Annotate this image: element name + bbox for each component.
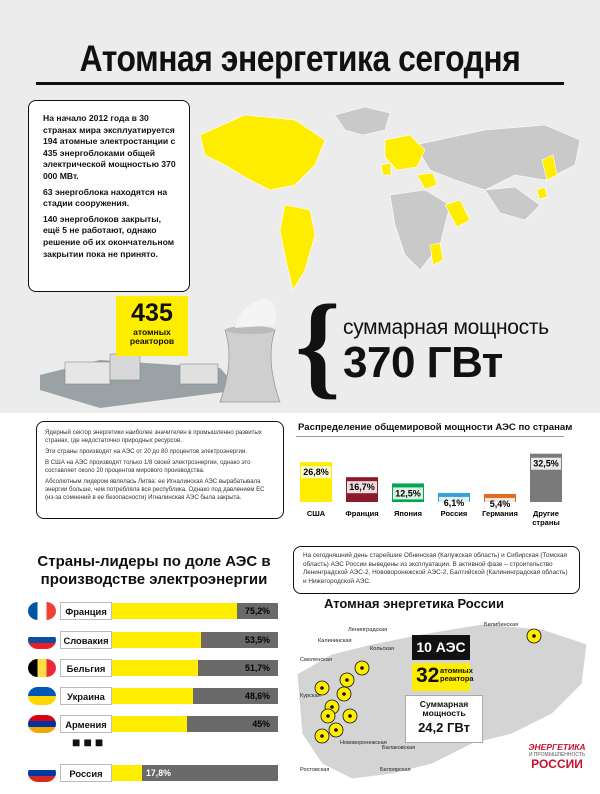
brace-symbol: { [295, 282, 341, 410]
city-label: Курская [300, 693, 321, 699]
south-america [280, 205, 315, 290]
leader-country-label: Россия [60, 764, 112, 782]
sector-text-2: Эти страны производят на АЭС от 20 до 80 процентов электроэнергии. [45, 447, 248, 455]
reactors-label: атомных реакторов [129, 327, 175, 346]
flag-icon [28, 659, 56, 677]
city-label: Белоярская [380, 767, 411, 773]
flag-icon [28, 764, 56, 782]
leader-bar-track [112, 603, 278, 619]
russia-note: На сегодняшний день старейшие Обнинская (Калужская область) и Сибирская (Томская область) АЭС России выведены из эксплуатации. В активной фазе – строительство Ленинградской АЭС-2, Нововоронежской АЭС-2, Балтийской (Калининградская область) и Нижегородской АЭС. [293, 546, 580, 594]
ellipsis-dots: ■■■ [72, 734, 107, 750]
radiation-icon-center [320, 734, 324, 738]
city-label: Балаковская [382, 745, 416, 751]
leader-value-label: 53,5% [245, 635, 270, 645]
radiation-icon-center [334, 728, 338, 732]
intro-text-2: 63 энергоблока находятся на стадии сооружения. [43, 186, 168, 209]
south-africa [430, 243, 443, 265]
flag-icon [28, 631, 56, 649]
dist-category-label: США [306, 509, 326, 518]
page-title: Атомная энергетика сегодня [79, 38, 521, 79]
leader-bar [112, 660, 198, 676]
power-value: 370 ГВт [343, 338, 503, 387]
city-label: Ленинградская [348, 627, 388, 633]
dist-category-label: Россия [440, 509, 468, 518]
leader-bar-track [112, 632, 278, 648]
logo-line-3: РОССИИ [531, 757, 583, 771]
city-label: Билибинская [484, 622, 519, 628]
russia-shape [415, 125, 580, 190]
city-label: Кольская [370, 646, 394, 652]
leader-value-label: 48,6% [245, 691, 270, 701]
greenland [335, 107, 390, 135]
city-label: Нововоронежская [340, 740, 387, 746]
sector-text-3: В США на АЭС производят только 1/8 своей электроэнергии, однако это составляет около 20 процентов мирового производства. [45, 458, 251, 474]
radiation-icon-center [532, 634, 536, 638]
russia-reactors-badge [412, 663, 474, 691]
radiation-icon-center [342, 692, 346, 696]
sector-text-4: Абсолютным лидером являлась Литва: ее Игналинская АЭС вырабатывала энергии больше, чем потребляла вся республика. Однако под давлением ЕС (из-за сомнений в ее безопасности) Игналинская АЭС была закрыта. [45, 477, 265, 502]
india [445, 200, 470, 227]
russia-capacity-label: Суммарная мощность [419, 699, 469, 719]
radiation-icon-center [330, 705, 334, 709]
dist-value-label: 32,5% [533, 458, 559, 469]
radiation-icon-center [345, 678, 349, 682]
intro-callout [28, 100, 190, 292]
world-map [185, 95, 590, 295]
radiation-icon-center [360, 666, 364, 670]
radiation-icon-center [326, 714, 330, 718]
power-label: суммарная мощность [343, 316, 549, 339]
flag-icon [28, 715, 56, 733]
dist-category-label: Франция [345, 509, 379, 518]
flag-icon [28, 687, 56, 705]
russia-capacity-value: 24,2 ГВт [418, 720, 470, 736]
reactors-badge [116, 296, 188, 356]
leader-bar [112, 688, 193, 704]
leaders-chart-title: Страны-лидеры по доле АЭС в производстве электроэнергии [37, 553, 271, 588]
russia-reactors-number: 32 [416, 664, 440, 687]
leader-bar-track [112, 765, 278, 781]
dist-category-label: Германия [482, 509, 518, 518]
reactors-number: 435 [131, 299, 173, 327]
logo-line-1: ЭНЕРГЕТИКА [528, 742, 586, 752]
dist-value-label: 16,7% [349, 482, 375, 493]
city-label: Ростовская [300, 767, 330, 773]
dist-value-label: 5,4% [489, 498, 511, 509]
distribution-chart-title: Распределение общемировой мощности АЭС по странам [298, 422, 573, 433]
leader-country-label: Франция [60, 602, 112, 620]
leader-bar [112, 716, 187, 732]
leader-bar-track [112, 688, 278, 704]
leader-country-label: Армения [60, 715, 112, 733]
korea [537, 187, 547, 199]
north-america [200, 115, 325, 190]
dist-category-label: Япония [393, 509, 423, 518]
dist-value-label: 6,1% [443, 497, 465, 508]
leader-country-label: Украина [60, 687, 112, 705]
leader-bar-track [112, 660, 278, 676]
leader-bar [112, 632, 201, 648]
publisher-logo [524, 736, 590, 786]
intro-text-1: На начало 2012 года в 30 странах мира эксплуатируется 194 атомные электростанции с 435 энергоблоками общей электрической мощностью 370 000 МВт. [43, 113, 176, 181]
distribution-chart [292, 440, 568, 540]
flag-icon [28, 602, 56, 620]
dist-category-label: Другие [533, 509, 559, 518]
leader-value-label: 45% [252, 719, 270, 729]
dist-category-label: страны [532, 518, 560, 527]
china [485, 187, 540, 220]
russia-aes-count: 10 АЭС [412, 635, 470, 660]
leader-country-label: Словакия [60, 631, 112, 649]
spain [381, 163, 391, 175]
sector-text-1: Ядерный сектор энергетики наиболее значителен в промышленно развитых странах, где недостаточно природных ресурсов. [45, 429, 262, 445]
leader-bar [112, 603, 237, 619]
radiation-icon-center [320, 686, 324, 690]
dist-value-label: 26,8% [303, 467, 329, 478]
sector-note [36, 421, 284, 519]
leader-bar-track [112, 716, 278, 732]
intro-text-3: 140 энергоблоков закрыты, ещё 5 не работают, однако решение об их окончательном закрытии пока не принято. [43, 213, 175, 259]
russia-title: Атомная энергетика России [324, 596, 505, 611]
dist-value-label: 12,5% [395, 488, 421, 499]
russia-reactors-label: атомных реактора [440, 666, 474, 683]
city-label: Калининская [318, 638, 352, 644]
leader-country-label: Бельгия [60, 659, 112, 677]
leader-value-label: 17,8% [146, 768, 171, 778]
title-underline [36, 82, 564, 85]
leader-bar [112, 765, 142, 781]
radiation-icon-center [348, 714, 352, 718]
leader-value-label: 51,7% [245, 663, 270, 673]
russia-capacity-box [405, 695, 483, 743]
leader-value-label: 75,2% [245, 606, 270, 616]
distribution-divider [296, 436, 564, 437]
city-label: Смоленская [300, 657, 332, 663]
ukraine [417, 173, 437, 189]
logo-line-2: И ПРОМЫШЛЕННОСТЬ [528, 752, 586, 758]
